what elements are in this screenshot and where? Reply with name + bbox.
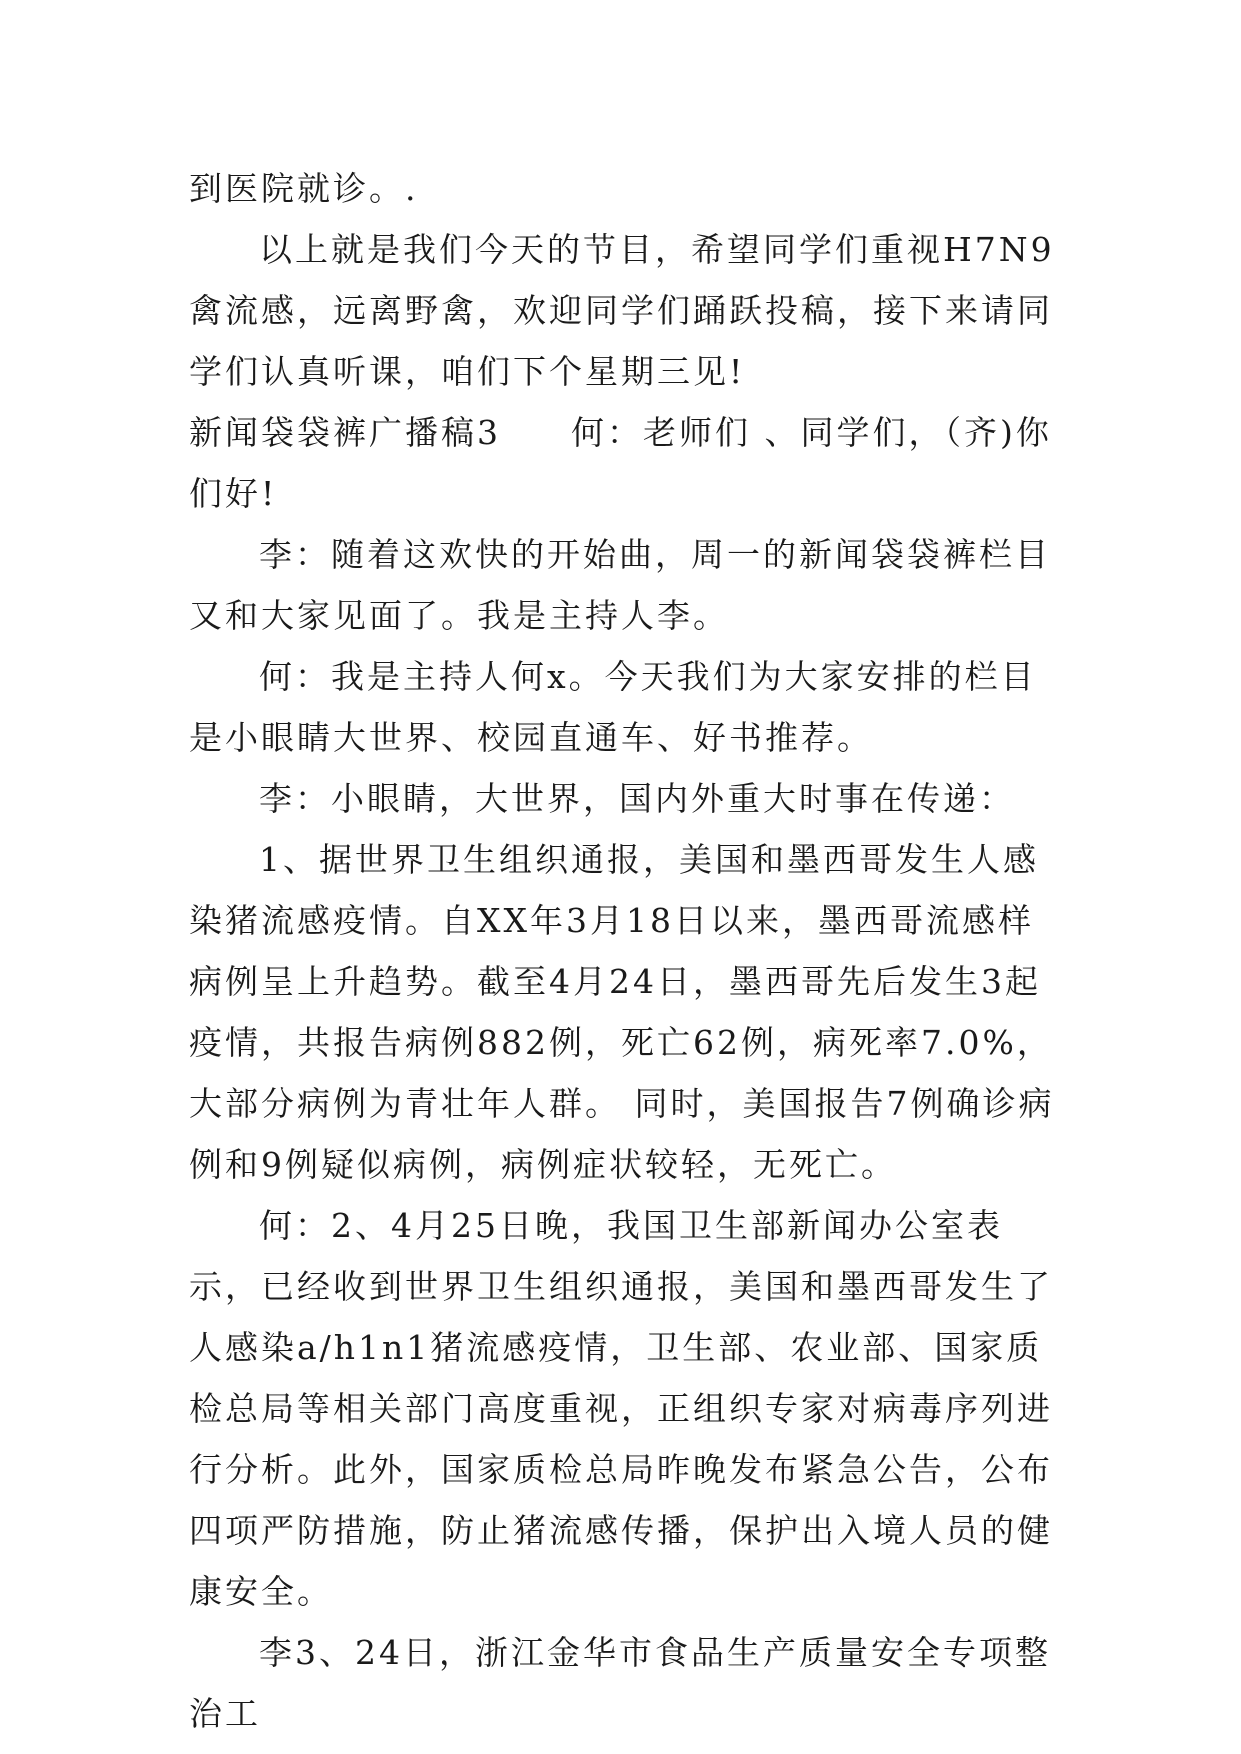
paragraph-1: 到医院就诊。. (189, 169, 419, 208)
paragraph-8: 何：2、4月25日晚，我国卫生部新闻办公室表示，已经收到世界卫生组织通报，美国和墨西哥发生了人感染a/h1n1猪流感疫情，卫生部、农业部、国家质检总局等相关部门高度重视，正组织专家对病毒序列进行分析。此外，国家质检总局昨晚发布紧急公告，公布四项严防措施，防止猪流感传播，保护出入境人员的健康安全。 (189, 1206, 1053, 1611)
section-title: 新闻袋袋裤广播稿3 (189, 413, 501, 452)
paragraph-2: 以上就是我们今天的节目，希望同学们重视H7N9禽流感，远离野禽，欢迎同学们踊跃投稿，接下来请同学们认真听课，咱们下个星期三见! (189, 230, 1055, 391)
paragraph-9: 李3、24日，浙江金华市食品生产质量安全专项整治工 (189, 1633, 1051, 1733)
paragraph-6: 李：小眼睛，大世界，国内外重大时事在传递： (259, 779, 1015, 818)
paragraph-4: 李：随着这欢快的开始曲，周一的新闻袋袋裤栏目又和大家见面了。我是主持人李。 (189, 535, 1051, 635)
paragraph-7: 1、据世界卫生组织通报，美国和墨西哥发生人感染猪流感疫情。自XX年3月18日以来，墨西哥流感样病例呈上升趋势。截至4月24日，墨西哥先后发生3起疫情，共报告病例882例，死亡62例，病死率7.0%，大部分病例为青壮年人群。 同时，美国报告7例确诊病例和9例疑似病例，病例症状较轻，无死亡。 (189, 840, 1055, 1184)
paragraph-3 (189, 402, 1069, 524)
greeting-line: 何：老师们 、同学们，（齐)你们好! (189, 413, 1052, 513)
paragraph-5: 何：我是主持人何x。今天我们为大家安排的栏目是小眼睛大世界、校园直通车、好书推荐。 (189, 657, 1037, 757)
document-body (189, 158, 1069, 1744)
